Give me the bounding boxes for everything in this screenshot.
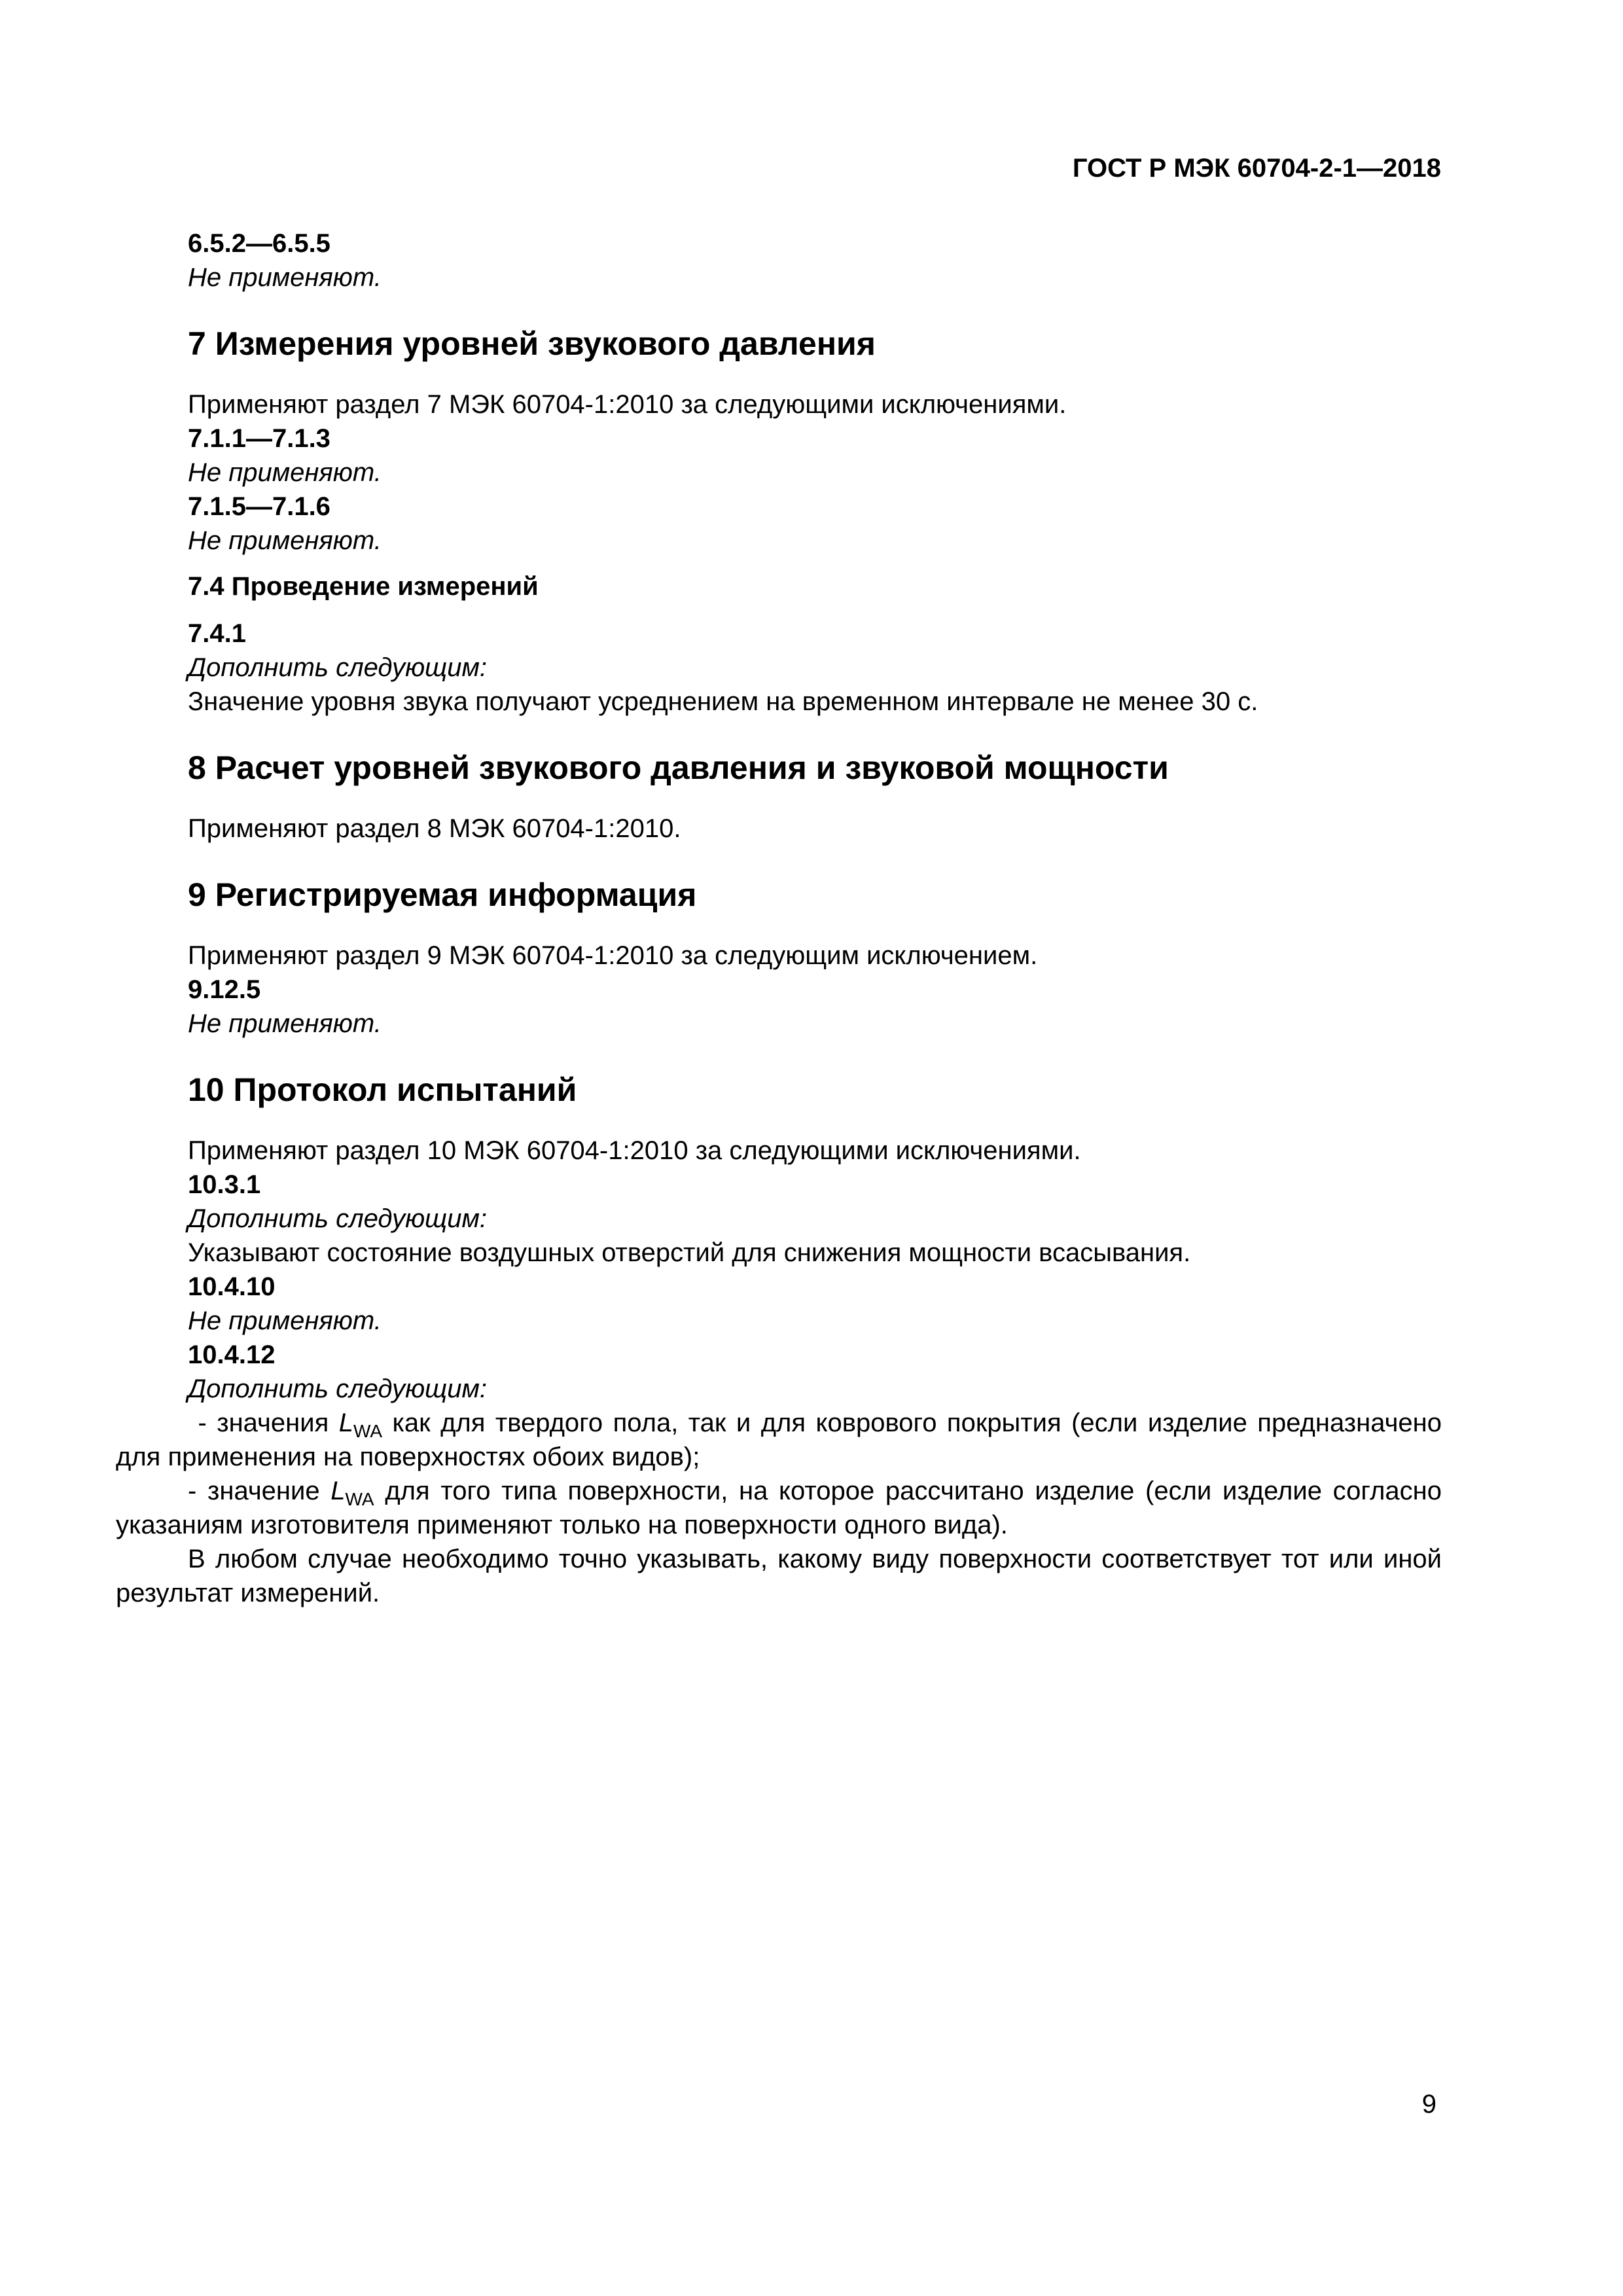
section-intro-9: Применяют раздел 9 МЭК 60704-1:2010 за следующим исключением. (188, 941, 1038, 970)
clause-text-10-3-1: Указывают состояние воздушных отверстий для снижения мощности всасывания. (188, 1238, 1191, 1267)
symbol-subscript-wa: WA (353, 1421, 383, 1441)
symbol-l: L (330, 1477, 346, 1505)
list-item-text: как для твердого пола, так и для коврового покрытия (если изделие предназначено для применения на поверхностях обоих видов); (116, 1408, 1442, 1471)
section-title-7: 7 Измерения уровней звукового давления (188, 325, 876, 362)
clause-text-7-1-1: Не применяют. (188, 458, 382, 487)
standard-header: ГОСТ Р МЭК 60704-2-1—2018 (1072, 154, 1441, 183)
list-item-prefix: - значения (188, 1408, 339, 1437)
section-intro-10: Применяют раздел 10 МЭК 60704-1:2010 за следующими исключениями. (188, 1136, 1081, 1165)
clause-lead-10-4-12: Дополнить следующим: (188, 1374, 487, 1403)
section-title-8: 8 Расчет уровней звукового давления и звуковой мощности (188, 749, 1169, 786)
symbol-l: L (338, 1408, 353, 1437)
clause-number-10-4-12: 10.4.12 (188, 1340, 276, 1369)
clause-lead-7-4-1: Дополнить следующим: (188, 653, 487, 682)
list-item-hard-and-carpet (116, 1406, 1442, 1474)
clause-number-6-5-2: 6.5.2—6.5.5 (188, 229, 330, 258)
page-content (116, 226, 1442, 1610)
clause-text-7-1-5: Не применяют. (188, 526, 382, 555)
section-intro-8: Применяют раздел 8 МЭК 60704-1:2010. (188, 814, 681, 843)
clause-text-6-5-2: Не применяют. (188, 263, 382, 292)
clause-text-7-4-1: Значение уровня звука получают усреднением на временном интервале не менее 30 с. (188, 687, 1258, 716)
clause-number-7-1-1: 7.1.1—7.1.3 (188, 424, 330, 453)
clause-number-9-12-5: 9.12.5 (188, 975, 261, 1004)
symbol-subscript-wa: WA (345, 1489, 374, 1509)
list-item-prefix: - значение (188, 1477, 331, 1505)
clause-number-10-3-1: 10.3.1 (188, 1170, 261, 1199)
clause-number-7-1-5: 7.1.5—7.1.6 (188, 492, 330, 521)
clause-number-10-4-10: 10.4.10 (188, 1272, 276, 1301)
page-number: 9 (1421, 2090, 1436, 2119)
clause-number-7-4-1: 7.4.1 (188, 619, 246, 648)
section-intro-7: Применяют раздел 7 МЭК 60704-1:2010 за следующими исключениями. (188, 390, 1067, 419)
list-item-text: для того типа поверхности, на которое рассчитано изделие (если изделие согласно указаниям изготовителя применяют только на поверхности одного вида). (116, 1477, 1442, 1539)
subsection-title-7-4: 7.4 Проведение измерений (188, 572, 539, 601)
clause-lead-10-3-1: Дополнить следующим: (188, 1204, 487, 1233)
list-item-single-surface (116, 1474, 1442, 1542)
closing-paragraph: В любом случае необходимо точно указывать, какому виду поверхности соответствует тот или иной результат измерений. (116, 1545, 1442, 1607)
section-title-9: 9 Регистрируемая информация (188, 876, 697, 913)
clause-text-9-12-5: Не применяют. (188, 1009, 382, 1038)
section-title-10: 10 Протокол испытаний (188, 1071, 577, 1108)
clause-text-10-4-10: Не применяют. (188, 1306, 382, 1335)
